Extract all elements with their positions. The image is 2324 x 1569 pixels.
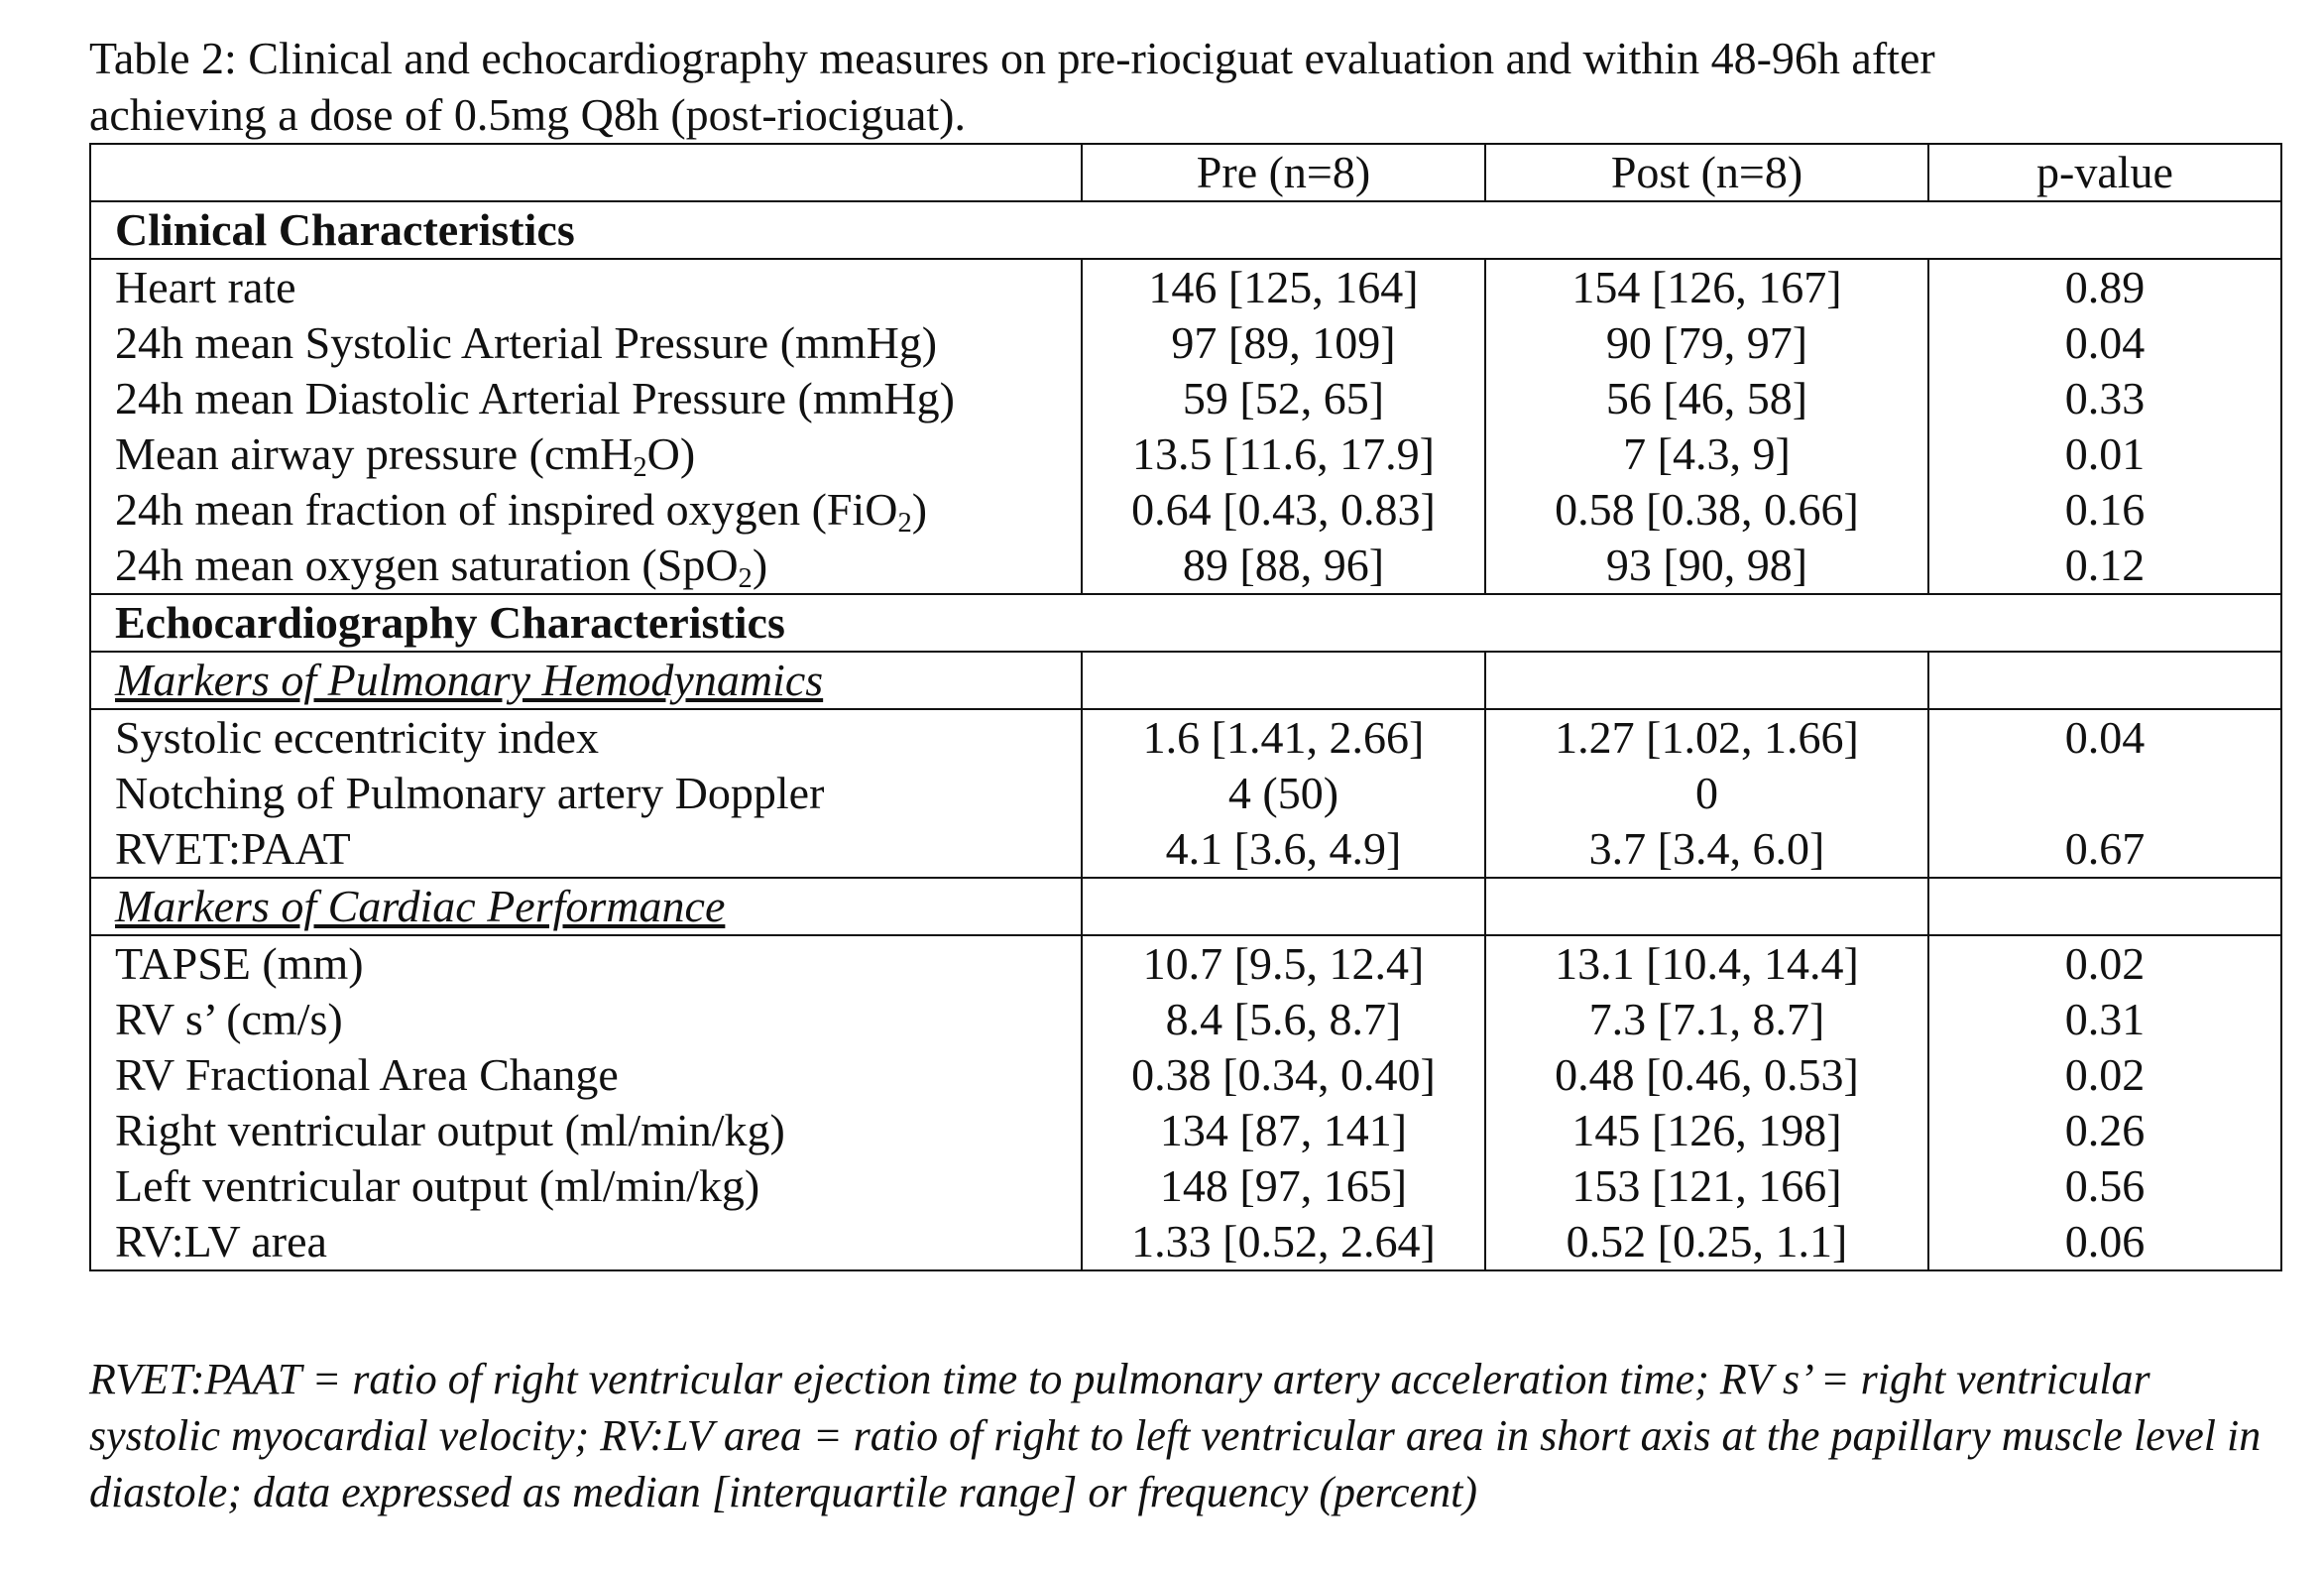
row-label — [90, 482, 1082, 538]
caption-line-1: Table 2: Clinical and echocardiography measures on pre-riociguat evaluation and within 48-96h after — [89, 33, 1935, 83]
row-label — [90, 426, 1082, 482]
pre-value: 59 [52, 65] — [1082, 371, 1485, 426]
empty-cell — [1082, 652, 1485, 709]
header-row — [90, 144, 2281, 201]
table-row — [90, 426, 2281, 482]
p-value: 0.01 — [1928, 426, 2281, 482]
p-value: 0.31 — [1928, 992, 2281, 1047]
label-text: 24h mean fraction of inspired oxygen (FiO — [115, 484, 898, 535]
table-row — [90, 821, 2281, 878]
subsection-heading: Markers of Cardiac Performance — [90, 878, 1082, 935]
p-value: 0.12 — [1928, 538, 2281, 594]
table-caption — [89, 30, 2270, 143]
pre-value: 134 [87, 141] — [1082, 1103, 1485, 1158]
subscript: 2 — [633, 452, 647, 482]
table-row — [90, 371, 2281, 426]
pre-value: 10.7 [9.5, 12.4] — [1082, 935, 1485, 992]
pre-value: 4 (50) — [1082, 766, 1485, 821]
row-label — [90, 538, 1082, 594]
footnote-line-1: RVET:PAAT = ratio of right ventricular ejection time to pulmonary artery acceleration time; RV s’ = right ventricular — [89, 1355, 2150, 1403]
post-value: 56 [46, 58] — [1485, 371, 1928, 426]
subscript: 2 — [897, 508, 912, 538]
p-value: 0.06 — [1928, 1214, 2281, 1270]
row-label: RV:LV area — [90, 1214, 1082, 1270]
pre-value: 89 [88, 96] — [1082, 538, 1485, 594]
p-value: 0.02 — [1928, 935, 2281, 992]
header-cell-pre: Pre (n=8) — [1082, 144, 1485, 201]
row-label: RVET:PAAT — [90, 821, 1082, 878]
p-value: 0.16 — [1928, 482, 2281, 538]
section-heading: Echocardiography Characteristics — [90, 594, 2281, 652]
row-label: Notching of Pulmonary artery Doppler — [90, 766, 1082, 821]
p-value: 0.26 — [1928, 1103, 2281, 1158]
post-value: 3.7 [3.4, 6.0] — [1485, 821, 1928, 878]
pre-value: 0.64 [0.43, 0.83] — [1082, 482, 1485, 538]
empty-cell — [1485, 878, 1928, 935]
results-table — [89, 143, 2282, 1271]
post-value: 0.48 [0.46, 0.53] — [1485, 1047, 1928, 1103]
pre-value: 1.33 [0.52, 2.64] — [1082, 1214, 1485, 1270]
row-label: RV Fractional Area Change — [90, 1047, 1082, 1103]
table-row — [90, 1047, 2281, 1103]
table-row — [90, 992, 2281, 1047]
subsection-heading: Markers of Pulmonary Hemodynamics — [90, 652, 1082, 709]
table-row — [90, 1214, 2281, 1270]
post-value: 0.52 [0.25, 1.1] — [1485, 1214, 1928, 1270]
post-value: 153 [121, 166] — [1485, 1158, 1928, 1214]
p-value: 0.67 — [1928, 821, 2281, 878]
pre-value: 1.6 [1.41, 2.66] — [1082, 709, 1485, 766]
pre-value: 4.1 [3.6, 4.9] — [1082, 821, 1485, 878]
post-value: 145 [126, 198] — [1485, 1103, 1928, 1158]
row-label: RV s’ (cm/s) — [90, 992, 1082, 1047]
section-heading: Clinical Characteristics — [90, 201, 2281, 259]
section-row-echo — [90, 594, 2281, 652]
row-label: 24h mean Diastolic Arterial Pressure (mmHg) — [90, 371, 1082, 426]
caption-line-2: achieving a dose of 0.5mg Q8h (post-riociguat). — [89, 89, 966, 140]
table-row — [90, 482, 2281, 538]
post-value: 13.1 [10.4, 14.4] — [1485, 935, 1928, 992]
table-row — [90, 259, 2281, 315]
table-row — [90, 766, 2281, 821]
pre-value: 146 [125, 164] — [1082, 259, 1485, 315]
p-value: 0.04 — [1928, 315, 2281, 371]
pre-value: 8.4 [5.6, 8.7] — [1082, 992, 1485, 1047]
label-text: Mean airway pressure (cmH — [115, 428, 634, 479]
empty-cell — [1928, 878, 2281, 935]
table-row — [90, 538, 2281, 594]
pre-value: 148 [97, 165] — [1082, 1158, 1485, 1214]
p-value — [1928, 766, 2281, 821]
label-text: O) — [646, 428, 696, 479]
table-footnote — [89, 1351, 2290, 1520]
table-row — [90, 709, 2281, 766]
row-label: Heart rate — [90, 259, 1082, 315]
row-label: 24h mean Systolic Arterial Pressure (mmHg) — [90, 315, 1082, 371]
row-label: Left ventricular output (ml/min/kg) — [90, 1158, 1082, 1214]
p-value: 0.02 — [1928, 1047, 2281, 1103]
section-row-clinical — [90, 201, 2281, 259]
header-cell-empty — [90, 144, 1082, 201]
header-cell-post: Post (n=8) — [1485, 144, 1928, 201]
post-value: 7 [4.3, 9] — [1485, 426, 1928, 482]
table-row — [90, 1158, 2281, 1214]
footnote-line-3: diastole; data expressed as median [interquartile range] or frequency (percent) — [89, 1468, 1477, 1516]
empty-cell — [1485, 652, 1928, 709]
subscript: 2 — [738, 563, 753, 594]
post-value: 93 [90, 98] — [1485, 538, 1928, 594]
post-value: 1.27 [1.02, 1.66] — [1485, 709, 1928, 766]
pre-value: 97 [89, 109] — [1082, 315, 1485, 371]
label-text: ) — [752, 540, 768, 590]
table-row — [90, 315, 2281, 371]
p-value: 0.04 — [1928, 709, 2281, 766]
subsection-row-pulmonary — [90, 652, 2281, 709]
row-label: Systolic eccentricity index — [90, 709, 1082, 766]
post-value: 7.3 [7.1, 8.7] — [1485, 992, 1928, 1047]
header-cell-p-value: p-value — [1928, 144, 2281, 201]
subsection-row-cardiac — [90, 878, 2281, 935]
row-label: Right ventricular output (ml/min/kg) — [90, 1103, 1082, 1158]
row-label: TAPSE (mm) — [90, 935, 1082, 992]
pre-value: 0.38 [0.34, 0.40] — [1082, 1047, 1485, 1103]
footnote-line-2: systolic myocardial velocity; RV:LV area = ratio of right to left ventricular area in short axis at the papillary muscle level in — [89, 1411, 2262, 1460]
label-text: ) — [911, 484, 928, 535]
p-value: 0.89 — [1928, 259, 2281, 315]
empty-cell — [1082, 878, 1485, 935]
pre-value: 13.5 [11.6, 17.9] — [1082, 426, 1485, 482]
post-value: 90 [79, 97] — [1485, 315, 1928, 371]
empty-cell — [1928, 652, 2281, 709]
p-value: 0.56 — [1928, 1158, 2281, 1214]
table-row — [90, 1103, 2281, 1158]
label-text: 24h mean oxygen saturation (SpO — [115, 540, 739, 590]
post-value: 154 [126, 167] — [1485, 259, 1928, 315]
table-row — [90, 935, 2281, 992]
post-value: 0.58 [0.38, 0.66] — [1485, 482, 1928, 538]
post-value: 0 — [1485, 766, 1928, 821]
p-value: 0.33 — [1928, 371, 2281, 426]
